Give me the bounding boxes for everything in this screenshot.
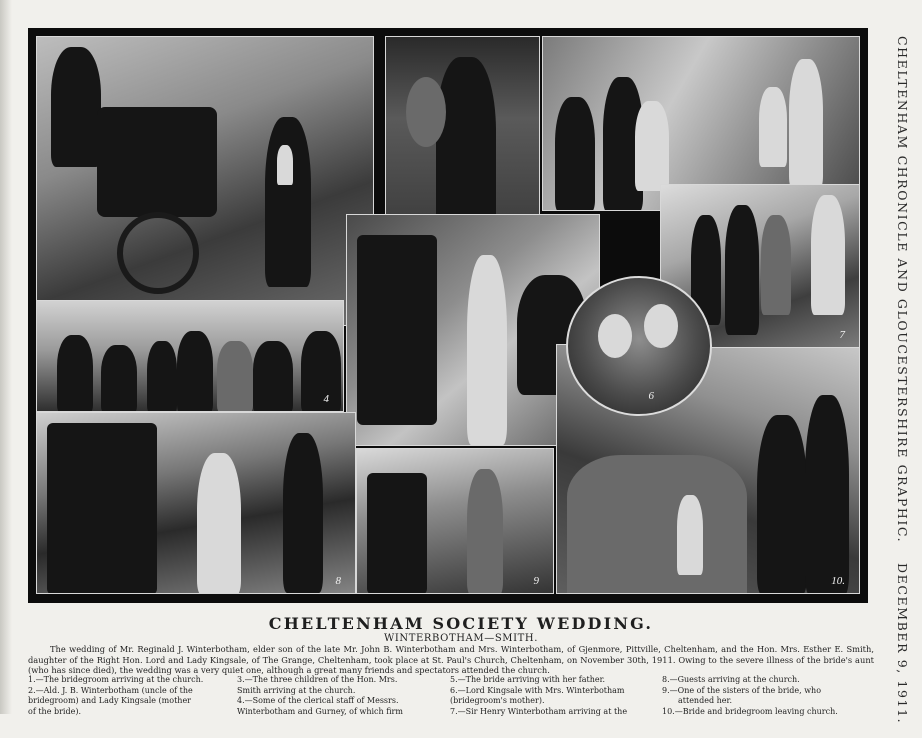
caption-line: 10.—Bride and bridegroom leaving church. [662,706,838,716]
caption-column [237,675,449,717]
caption-line: 8.—Guests arriving at the church. [662,675,800,684]
photo-captions [28,675,874,714]
photo-bridesmaid [356,448,554,594]
caption-line: of the bride). [28,706,81,716]
article-subtitle: WINTERBOTHAM—SMITH. [383,633,539,644]
photo-guests-arriving [36,412,356,594]
caption-line: Smith arriving at the church. [237,685,356,695]
issue-date: DECEMBER 9, 1911. [895,562,910,724]
caption-line: 7.—Sir Henry Winterbotham arriving at the [450,706,628,716]
caption-line: attended her. [678,696,732,705]
photo-number: 4 [323,393,329,405]
caption-line: 3.—The three children of the Hon. Mrs. [237,675,398,684]
caption-line: 9.—One of the sisters of the bride, who [662,685,822,695]
photo-number: 10. [831,575,845,587]
article-body: The wedding of Mr. Reginald J. Winterbotham, elder son of the late Mr. John B. Winterbotham and Mrs. Winterbotham, of Gjenmore, Pittville, Cheltenham, and the Hon. Mrs. Esther E. Smith, daughter of the Right Hon. Lord and Lady Kingsale, of The Grange, Cheltenham, took place at St. Paul's Church, Cheltenham, on November 30th, 1911. Owing to the severe illness of the bride's aunt (who has since died), the wedding was a very quiet one, although a great many friends and spectators attended the church. [28,644,874,675]
photo-number: 7 [839,329,845,341]
caption-line: 4.—Some of the clerical staff of Messrs. [237,696,399,705]
caption-line: Winterbotham and Gurney, of which firm [237,706,403,716]
photo-bridegroom-arriving [36,36,374,326]
caption-line: 1.—The bridegroom arriving at the church. [28,675,204,684]
caption-column [450,675,658,717]
photo-lord-kingsale-oval [566,276,712,416]
caption-column [28,675,236,717]
caption-line: (bridegroom's mother). [450,696,545,705]
photo-number: 6 [648,390,654,402]
caption-line: 2.—Ald. J. B. Winterbotham (uncle of the [28,685,193,695]
caption-line: 5.—The bride arriving with her father. [450,675,606,684]
photo-collage [28,28,868,603]
caption-line: 6.—Lord Kingsale with Mrs. Winterbotham [450,685,625,695]
caption-column [662,675,874,717]
photo-clerical-staff [36,300,344,412]
page-edge-shadow [0,0,12,714]
caption-line: bridegroom) and Lady Kingsale (mother [28,696,192,705]
photo-number: 8 [335,575,341,587]
publication-name: CHELTENHAM CHRONICLE AND GLOUCESTERSHIRE GRAPHIC. [895,36,910,544]
photo-uncle-and-lady-kingsale [385,36,540,242]
masthead [884,36,910,724]
photo-number: 9 [533,575,539,587]
article-title: CHELTENHAM SOCIETY WEDDING. [268,614,654,633]
